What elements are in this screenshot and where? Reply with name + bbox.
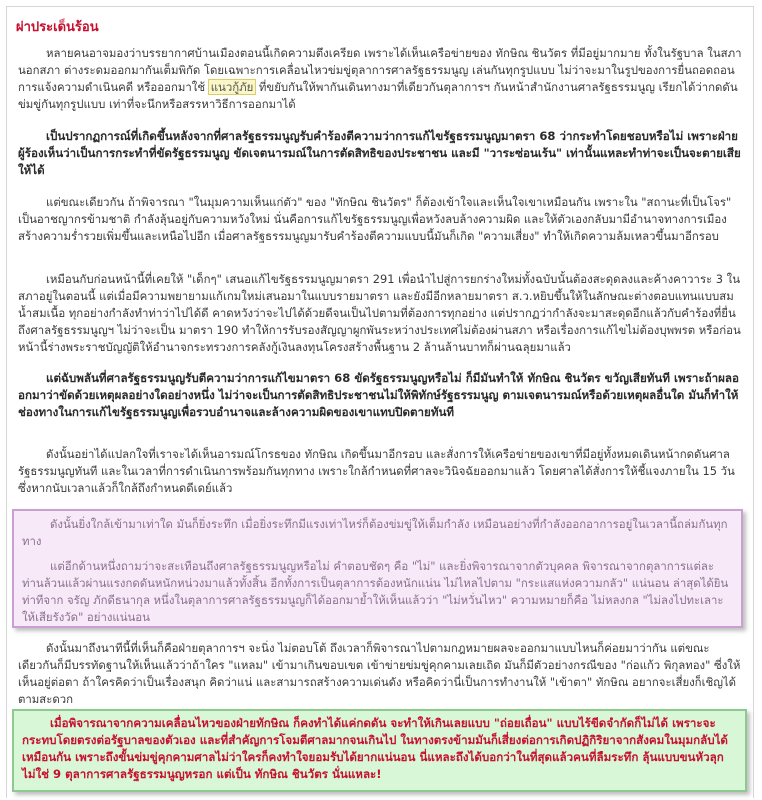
paragraph-1-text-a: หลายคนอาจมองว่าบรรยากาศบ้านเมืองตอนนี้เกิดความตึงเครียด เพราะได้เห็นเครือข่ายของ ทักษิณ ชินวัตร ที่มีอยู่มากมาย ทั้งในรัฐบาล ในสภา นอกสภา ต่างระดมออกมากันเต็มพิกัด โดยเฉพาะการเคลื่อนไหวข่มขู่ตุลาการศาลรัฐธรรมนูญ เล่นกันทุกรูปแบบ ไม่ว่าจะมาในรูปของการยื่นถอดถอน การแจ้งความดำเนินคดี หรือออกมาใช้ xyxy=(18,46,742,94)
paragraph-4: เหมือนกับก่อนหน้านี้ที่เคยให้ "เด็กๆ" เสนอแก้ไขรัฐธรรมนูญมาตรา 291 เพื่อนำไปสู่การยกร่างใหม่ทั้งฉบับนั้นต้องสะดุดลงและค้างคาวาระ 3 ในสภาอยู่ในตอนนี้ แต่เมื่อมีความพยายามแก้เกมใหม่เสนอมาในแบบรายมาตรา และยังมีอีกหลายมาตรา ส.ว.หยิบขึ้นให้ในลักษณะต่างตอบแทนแบบสมน้ำสมเนื้อ ทุกอย่างกำลังทำท่าว่าไปได้ดี คาดหวังว่าจะไปได้ด้วยดีจนเป็นไปตามที่ต้องการทุกอย่าง แต่ปรากฏว่ากำลังจะมาสะดุดอีกแล้วกับคำร้องที่ยื่นถึงศาลรัฐธรรมนูญฯ ไม่ว่าจะเป็น มาตรา 190 ทำให้การรับรองสัญญาผูกพันระหว่างประเทศไม่ต้องผ่านสภา หรือเรื่องการแก้ไขไม่ต้องบุพพรต หรือก่อนหน้านี้ร่างพระราชบัญญัติให้อำนาจกระทรวงการคลังกู้เงินลงทุนโครงสร้างพื้นฐาน 2 ล้านล้านบาทก็ผ่านฉลุยมาแล้ว xyxy=(18,272,741,354)
highlighted-term: แนวกู้ภัย xyxy=(210,80,254,94)
pink-paragraph-1: ดังนั้นยิ่งใกล้เข้ามาเท่าใด มันก็ยิ่งระทึก เมื่อยิ่งระทึกมีแรงเท่าไหร่ก็ต้องข่มขู่ให้เต็มกำลัง เหมือนอย่างที่กำลังออกอาการอยู่ในเวลานี้ถล่มกันทุกทาง xyxy=(22,517,728,548)
paragraph-1 xyxy=(18,45,744,113)
paragraph-5: แต่ฉับพลันที่ศาลรัฐธรรมนูญรับตีความว่าการแก้ไขมาตรา 68 ขัดรัฐธรรมนูญหรือไม่ ก็มีมันทำให้ ทักษิณ ชินวัตร ขวัญเสียทันที เพราะถ้าผลออกมาว่าขัดด้วยเหตุผลอย่างใดอย่างหนึ่ง ไม่ว่าจะเป็นการตัดสิทธิประชาชนไม่ให้พิทักษ์รัฐธรรมนูญ ตามเจตนารมณ์หรือด้วยเหตุผลอื่นใด มันก็ทำให้ช่องทางในการแก้ไขรัฐธรรมนูญเพื่อรวบอำนาจและล้างความผิดของเขาแทบปิดตายทันที xyxy=(18,371,739,419)
paragraph-2: เป็นปรากฏการณ์ที่เกิดขึ้นหลังจากที่ศาลรัฐธรรมนูญรับคำร้องตีความว่าการแก้ไขรัฐธรรมนูญมาตรา 68 ว่ากระทำโดยชอบหรือไม่ เพราะฝ่ายผู้ร้องเห็นว่าเป็นการกระทำที่ขัดรัฐธรรมนูญ ขัดเจตนารมณ์ในการตัดสิทธิของประชาชน และมี "วาระซ่อนเร้น" เท่านั้นแหละทำท่าจะเป็นจะตายเสียให้ได้ xyxy=(18,129,741,177)
green-conclusion-box xyxy=(12,709,747,792)
paragraph-7: ดังนั้นมาถึงนาทีนี้ที่เห็นก็คือฝ่ายตุลาการฯ จะนิ่ง ไม่ตอบโต้ ถึงเวลาก็พิจารณาไปตามกฎหมายผลจะออกมาแบบไหนก็ค่อยมาว่ากัน แต่ขณะเดียวกันก็มีบรรทัดฐานให้เห็นแล้วว่าถ้าใคร "แหลม" เข้ามาเกินขอบเขต เข้าข่ายข่มขู่คุกคามเลยเถิด มันก็มีตัวอย่างกรณีของ "ก่อแก้ว พิกุลทอง" ซี่งให้เห็นอยู่ต่อตา ถ้าใครคิดว่าเป็นเรื่องสนุก คิดว่าแน่ และสามารถสร้างความเด่นดัง หรือคิดว่านี่เป็นการทำงานให้ "เข้าตา" ทักษิณ อยากจะเสี่ยงก็เชิญได้ตามสะดวก xyxy=(18,641,741,706)
paragraph-1-text-b: ที่ขยับกันให้พากันเดินทางมาที่เดียวกันตุลาการฯ กันหน้าสำนักงานศาลรัฐธรรมนูญ เรียกได้ว่ากดดันข่มขู่กันทุกรูปแบบ เท่าที่จะนึกหรือสรรหาวิธีการออกมาได้ xyxy=(18,80,738,111)
green-paragraph: เมื่อพิจารณาจากความเคลื่อนไหวของฝ่ายทักษิณ ก็คงทำได้แค่กดดัน จะทำให้เกินเลยแบบ "ถ่อยเถื่อน" แบบไร้ขีดจำกัดก็ไม่ได้ เพราะจะกระทบโดยตรงต่อรัฐบาลของตัวเอง และที่สำคัญการโจมตีศาลมากจนเกินไป ในทางตรงข้ามมันก็เสี่ยงต่อการเกิดปฏิกิริยาจากสังคมในมุมกลับได้เหมือนกัน เพราะถึงขั้นข่มขู่คุกคามศาลไม่ว่าใครก็คงทำใจยอมรับได้ยากแน่นอน นี่แหละถึงได้บอกว่าในที่สุดแล้วคนที่ลืมระทึก ลุ้นแบบขนหัวลุกไม่ใช่ 9 ตุลาการศาลรัฐธรรมนูญหรอก แต่เป็น ทักษิณ ชินวัตร นั่นแหละ! xyxy=(22,716,728,781)
pink-callout-box xyxy=(12,509,743,628)
paragraph-6: ดังนั้นอย่าได้แปลกใจที่เราจะได้เห็นอารมณ์โกรธของ ทักษิณ เกิดขึ้นมาอีกรอบ และสั่งการให้เครือข่ายของเขาที่มีอยู่ทั้งหมดเดินหน้ากดดันศาลรัฐธรรมนูญทันที และในเวลาที่การดำเนินการพร้อมกันทุกทาง เพราะใกล้กำหนดที่ศาลจะวินิจฉัยออกมาแล้ว โดยศาลได้สั่งการให้ชี้แจงภายใน 15 วันซึ่งหากนับเวลาแล้วก็ใกล้ถึงกำหนดดีเดย์แล้ว xyxy=(18,447,735,495)
article-title: ผ่าประเด็นร้อน xyxy=(16,20,99,35)
pink-paragraph-2: แต่อีกด้านหนึ่งถามว่าจะสะเทือนถึงศาลรัฐธรรมนูญหรือไม่ คำตอบชัดๆ คือ "ไม่" และยิ่งพิจารณาจากตัวบุคคล พิจารณาจากตุลาการแต่ละท่านล้วนแล้วผ่านแรงกดดันหนักหน่วงมาแล้วทั้งสิ้น อีกทั้งการเป็นตุลาการต้องหนักแน่น ไม่ไหลไปตาม "กระแสแห่งความกลัว" แน่นอน ล่าสุดได้ยินท่าทีจาก จรัญ ภักดีธนากุล หนึ่งในตุลาการศาลรัฐธรรมนูญก็ได้ออกมาย้ำให้เห็นแล้วว่า "ไม่หวั่นไหว" ความหมายก็คือ ไม่หลงกล "ไม่ลงไปทะเลาะให้เสียรังวัด" อย่างแน่นอน xyxy=(22,559,729,624)
paragraph-3: แต่ขณะเดียวกัน ถ้าพิจารณา "ในมุมความเห็นแก่ตัว" ของ "ทักษิณ ชินวัตร" ก็ต้องเข้าใจและเห็นใจเขาเหมือนกัน เพราะใน "สถานะที่เป็นโจร" เป็นอาชญากรข้ามชาติ กำลังลุ้นอยู่กับความหวังใหม่ นั่นคือการแก้ไขรัฐธรรมนูญเพื่อหวังลบล้างความผิด และให้ตัวเองกลับมามีอำนาจทางการเมือง สร้างความร่ำรวยเพิ่มขึ้นและเหนือไปอีก เมื่อศาลรัฐธรรมนูญมารับคำร้องตีความแบบนี้มันก็เกิด "ความเสี่ยง" ทำให้เกิดความล้มเหลวขึ้นมาอีกรอบ xyxy=(18,195,732,243)
